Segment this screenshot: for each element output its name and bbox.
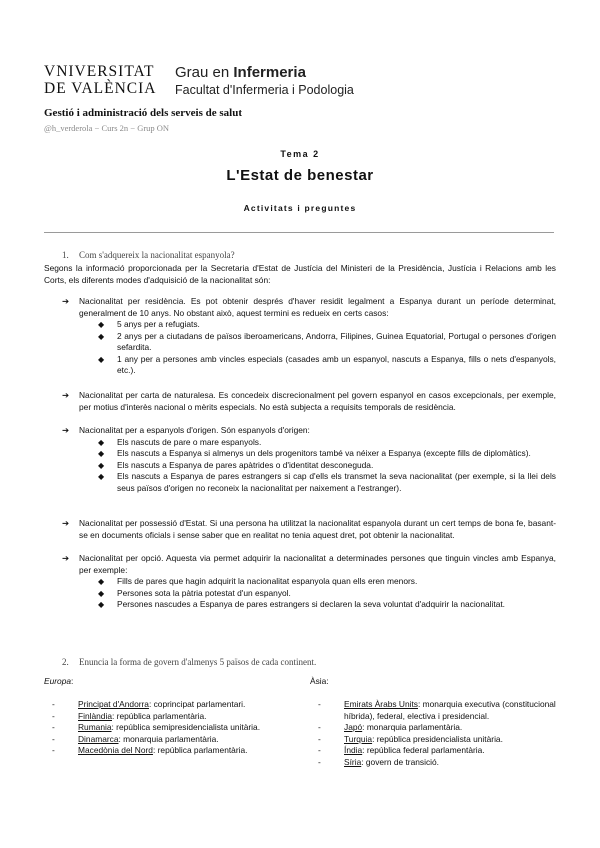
list-item: - Macedònia del Nord: república parlamentària. [52, 745, 248, 755]
diamond-icon: ◆ [98, 449, 105, 458]
arrow-icon: ➔ [62, 518, 70, 528]
list-item: - Índia: república federal parlamentària. [318, 745, 485, 755]
author-meta: @h_verderola − Curs 2n − Grup ON [44, 123, 170, 133]
question-2-heading: 2. Enuncia la forma de govern d'almenys 5 països de cada continent. [62, 657, 317, 667]
university-logo [44, 63, 156, 97]
arrow-icon: ➔ [62, 553, 70, 563]
list-item: - Principat d'Andorra: coprincipat parlamentari. [52, 699, 246, 709]
diamond-icon: ◆ [98, 354, 105, 364]
section-possessio-estat: ➔ Nacionalitat per possessió d'Estat. Si una persona ha utilitzat la nacionalitat espanyola durant un cert temps de bona fe, basant-se en documents oficials i sense saber que en realitat no tenia aquest dret, pot obtenir la nacionalitat. [62, 518, 556, 540]
diamond-icon: ◆ [98, 460, 105, 470]
section-carta-naturalesa: ➔ Nacionalitat per carta de naturalesa. Es concedeix discrecionalment pel govern espanyol en casos excepcionals, per exemple, per motius d'interès nacional o mèrits especials. No està subjecta a requisits temporals de residència. [62, 390, 556, 412]
asia-list [310, 699, 560, 768]
europe-list [44, 699, 294, 757]
university-name-line2: DE VALÈNCIA [44, 80, 157, 97]
faculty-name: Facultat d'Infermeria i Podologia [175, 83, 354, 97]
diamond-icon: ◆ [98, 577, 105, 586]
course-title: Gestió i administració dels serveis de salut [44, 107, 242, 119]
list-item: - Turquia: república presidencialista unitària. [318, 733, 503, 744]
arrow-icon: ➔ [62, 425, 70, 435]
list-item: - Japó: monarquia parlamentària. [318, 722, 463, 732]
arrow-icon: ➔ [62, 390, 70, 400]
arrow-icon: ➔ [62, 296, 70, 306]
list-item: - Finlàndia: república parlamentària. [52, 710, 207, 721]
university-name-line1: VNIVERSITAT [44, 63, 155, 80]
list-item: - Síria: govern de transició. [318, 756, 439, 767]
diamond-icon: ◆ [98, 437, 105, 447]
question-1-heading: 1. Com s'adquereix la nacionalitat espanyola? [62, 250, 235, 260]
list-item: - Dinamarca: monarquia parlamentària. [52, 733, 219, 744]
divider [44, 232, 554, 233]
diamond-icon: ◆ [98, 472, 105, 481]
diamond-icon: ◆ [98, 331, 105, 341]
diamond-icon: ◆ [98, 600, 105, 609]
question-1-intro: Segons la informació proporcionada per la Secretaria d'Estat de Justícia del Ministeri de la Presidència, Justícia i Relacions amb les Corts, els diferents modes d'adquisició de la nacionalitat són: [44, 263, 556, 285]
list-item: - Emirats Àrabs Units: monarquia executiva (constitucional híbrida), federal, electiva i presidencial. [318, 699, 556, 721]
topic-label: Tema 2 [280, 149, 320, 159]
faculty-logo [175, 64, 354, 99]
diamond-icon: ◆ [98, 588, 105, 598]
list-item: - Rumania: república semipresidencialista unitària. [52, 722, 261, 732]
asia-heading: Àsia: [310, 676, 329, 686]
section-opcio: ➔ Nacionalitat per opció. Aquesta via permet adquirir la nacionalitat a determinades persones que tinguin vincles amb Espanya, per exemple: ◆ Fills de pares que hagin adquirit la nacionalitat espanyola quan ells eren menors. ◆ Persones sota la pàtria potestat d'un espanyol. ◆ Persones nascudes a Espanya de pares estrangers si declaren la seva voluntat d'adquirir la nacionalitat. [62, 553, 556, 609]
europe-heading: Europa: [44, 676, 74, 686]
page-title: L'Estat de benestar [226, 167, 374, 184]
page-subtitle: Activitats i preguntes [243, 203, 357, 213]
section-residencia: ➔ Nacionalitat per residència. Es pot obtenir després d'haver residit legalment a Espanya durant un període determinat, generalment de 10 anys. No obstant això, aquest termini es redueix en certs casos: ◆ 5 anys per a refugiats. ◆ 2 anys per a ciutadans de països iberoamericans, Andorra, Filipines, Guinea Equatorial, Portugal o persones d'origen sefardita. ◆ 1 any per a persones amb vincles especials (casades amb un espanyol, nascuts a Espanya, fills o nets d'espanyols, etc.). [62, 296, 556, 375]
diamond-icon: ◆ [98, 320, 105, 329]
degree-name: Grau en Infermeria [175, 64, 306, 81]
section-espanyols-origen: ➔ Nacionalitat per a espanyols d'origen. Són espanyols d'origen: ◆ Els nascuts de pare o mare espanyols. ◆ Els nascuts a Espanya si almenys un dels progenitors també va néixer a Espanya (excepte fills de diplomàtics). ◆ Els nascuts a Espanya de pares apàtrides o d'identitat desconeguda. ◆ Els nascuts a Espanya de pares estrangers si cap d'ells els transmet la seva nacionalitat (per exemple, si la llei dels seus països d'origen no reconeix la nacionalitat per naixement a l'estranger). [62, 425, 556, 493]
